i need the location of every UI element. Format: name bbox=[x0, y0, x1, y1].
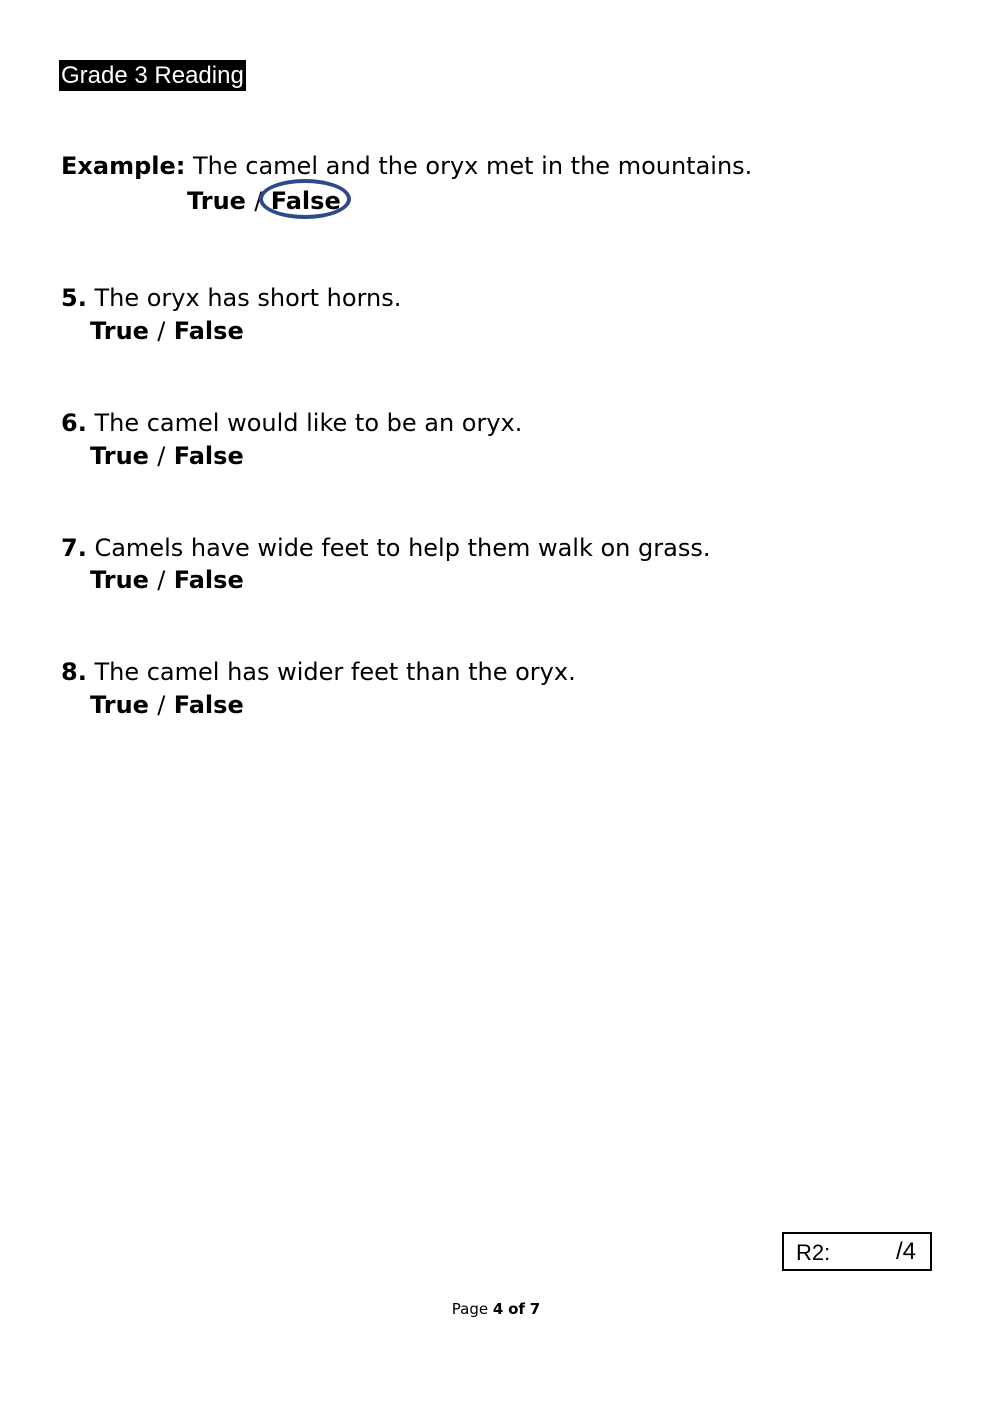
option-separator: / bbox=[157, 566, 166, 594]
score-box bbox=[782, 1232, 932, 1271]
question-statement: The camel would like to be an oryx. bbox=[94, 409, 523, 437]
score-total: /4 bbox=[896, 1238, 917, 1265]
option-separator: / bbox=[157, 317, 166, 345]
question-7 bbox=[61, 532, 710, 564]
question-6-options bbox=[90, 440, 244, 472]
example-true-option[interactable]: True bbox=[187, 187, 246, 215]
question-number: 6. bbox=[61, 409, 87, 437]
question-number: 5. bbox=[61, 284, 87, 312]
example-answer-options bbox=[187, 185, 341, 217]
true-option[interactable]: True bbox=[90, 442, 149, 470]
example-separator: / bbox=[254, 187, 263, 215]
example-false-label: False bbox=[270, 187, 341, 215]
page-footer bbox=[0, 1298, 992, 1320]
page-word: Page bbox=[451, 1300, 489, 1318]
true-option[interactable]: True bbox=[90, 566, 149, 594]
false-option[interactable]: False bbox=[173, 691, 244, 719]
total-pages: 7 bbox=[529, 1300, 541, 1318]
question-number: 7. bbox=[61, 534, 87, 562]
answer-circle-mark bbox=[259, 179, 351, 219]
question-7-options bbox=[90, 564, 244, 596]
true-option[interactable]: True bbox=[90, 317, 149, 345]
example-question bbox=[61, 150, 752, 182]
question-6 bbox=[61, 407, 522, 439]
section-header: Grade 3 Reading bbox=[61, 62, 244, 89]
example-false-option[interactable] bbox=[271, 185, 341, 217]
page-number: 4 bbox=[492, 1300, 504, 1318]
option-separator: / bbox=[157, 691, 166, 719]
question-statement: The oryx has short horns. bbox=[94, 284, 402, 312]
question-statement: Camels have wide feet to help them walk on grass. bbox=[94, 534, 711, 562]
of-word: of bbox=[508, 1300, 525, 1318]
example-prefix: Example: bbox=[61, 152, 186, 180]
question-5-options bbox=[90, 315, 244, 347]
question-statement: The camel has wider feet than the oryx. bbox=[94, 658, 576, 686]
option-separator: / bbox=[157, 442, 166, 470]
false-option[interactable]: False bbox=[173, 566, 244, 594]
question-number: 8. bbox=[61, 658, 87, 686]
example-statement: The camel and the oryx met in the mountains. bbox=[193, 152, 753, 180]
question-5 bbox=[61, 282, 401, 314]
question-8-options bbox=[90, 689, 244, 721]
true-option[interactable]: True bbox=[90, 691, 149, 719]
question-8 bbox=[61, 656, 576, 688]
false-option[interactable]: False bbox=[173, 317, 244, 345]
score-label: R2: bbox=[796, 1240, 831, 1265]
false-option[interactable]: False bbox=[173, 442, 244, 470]
